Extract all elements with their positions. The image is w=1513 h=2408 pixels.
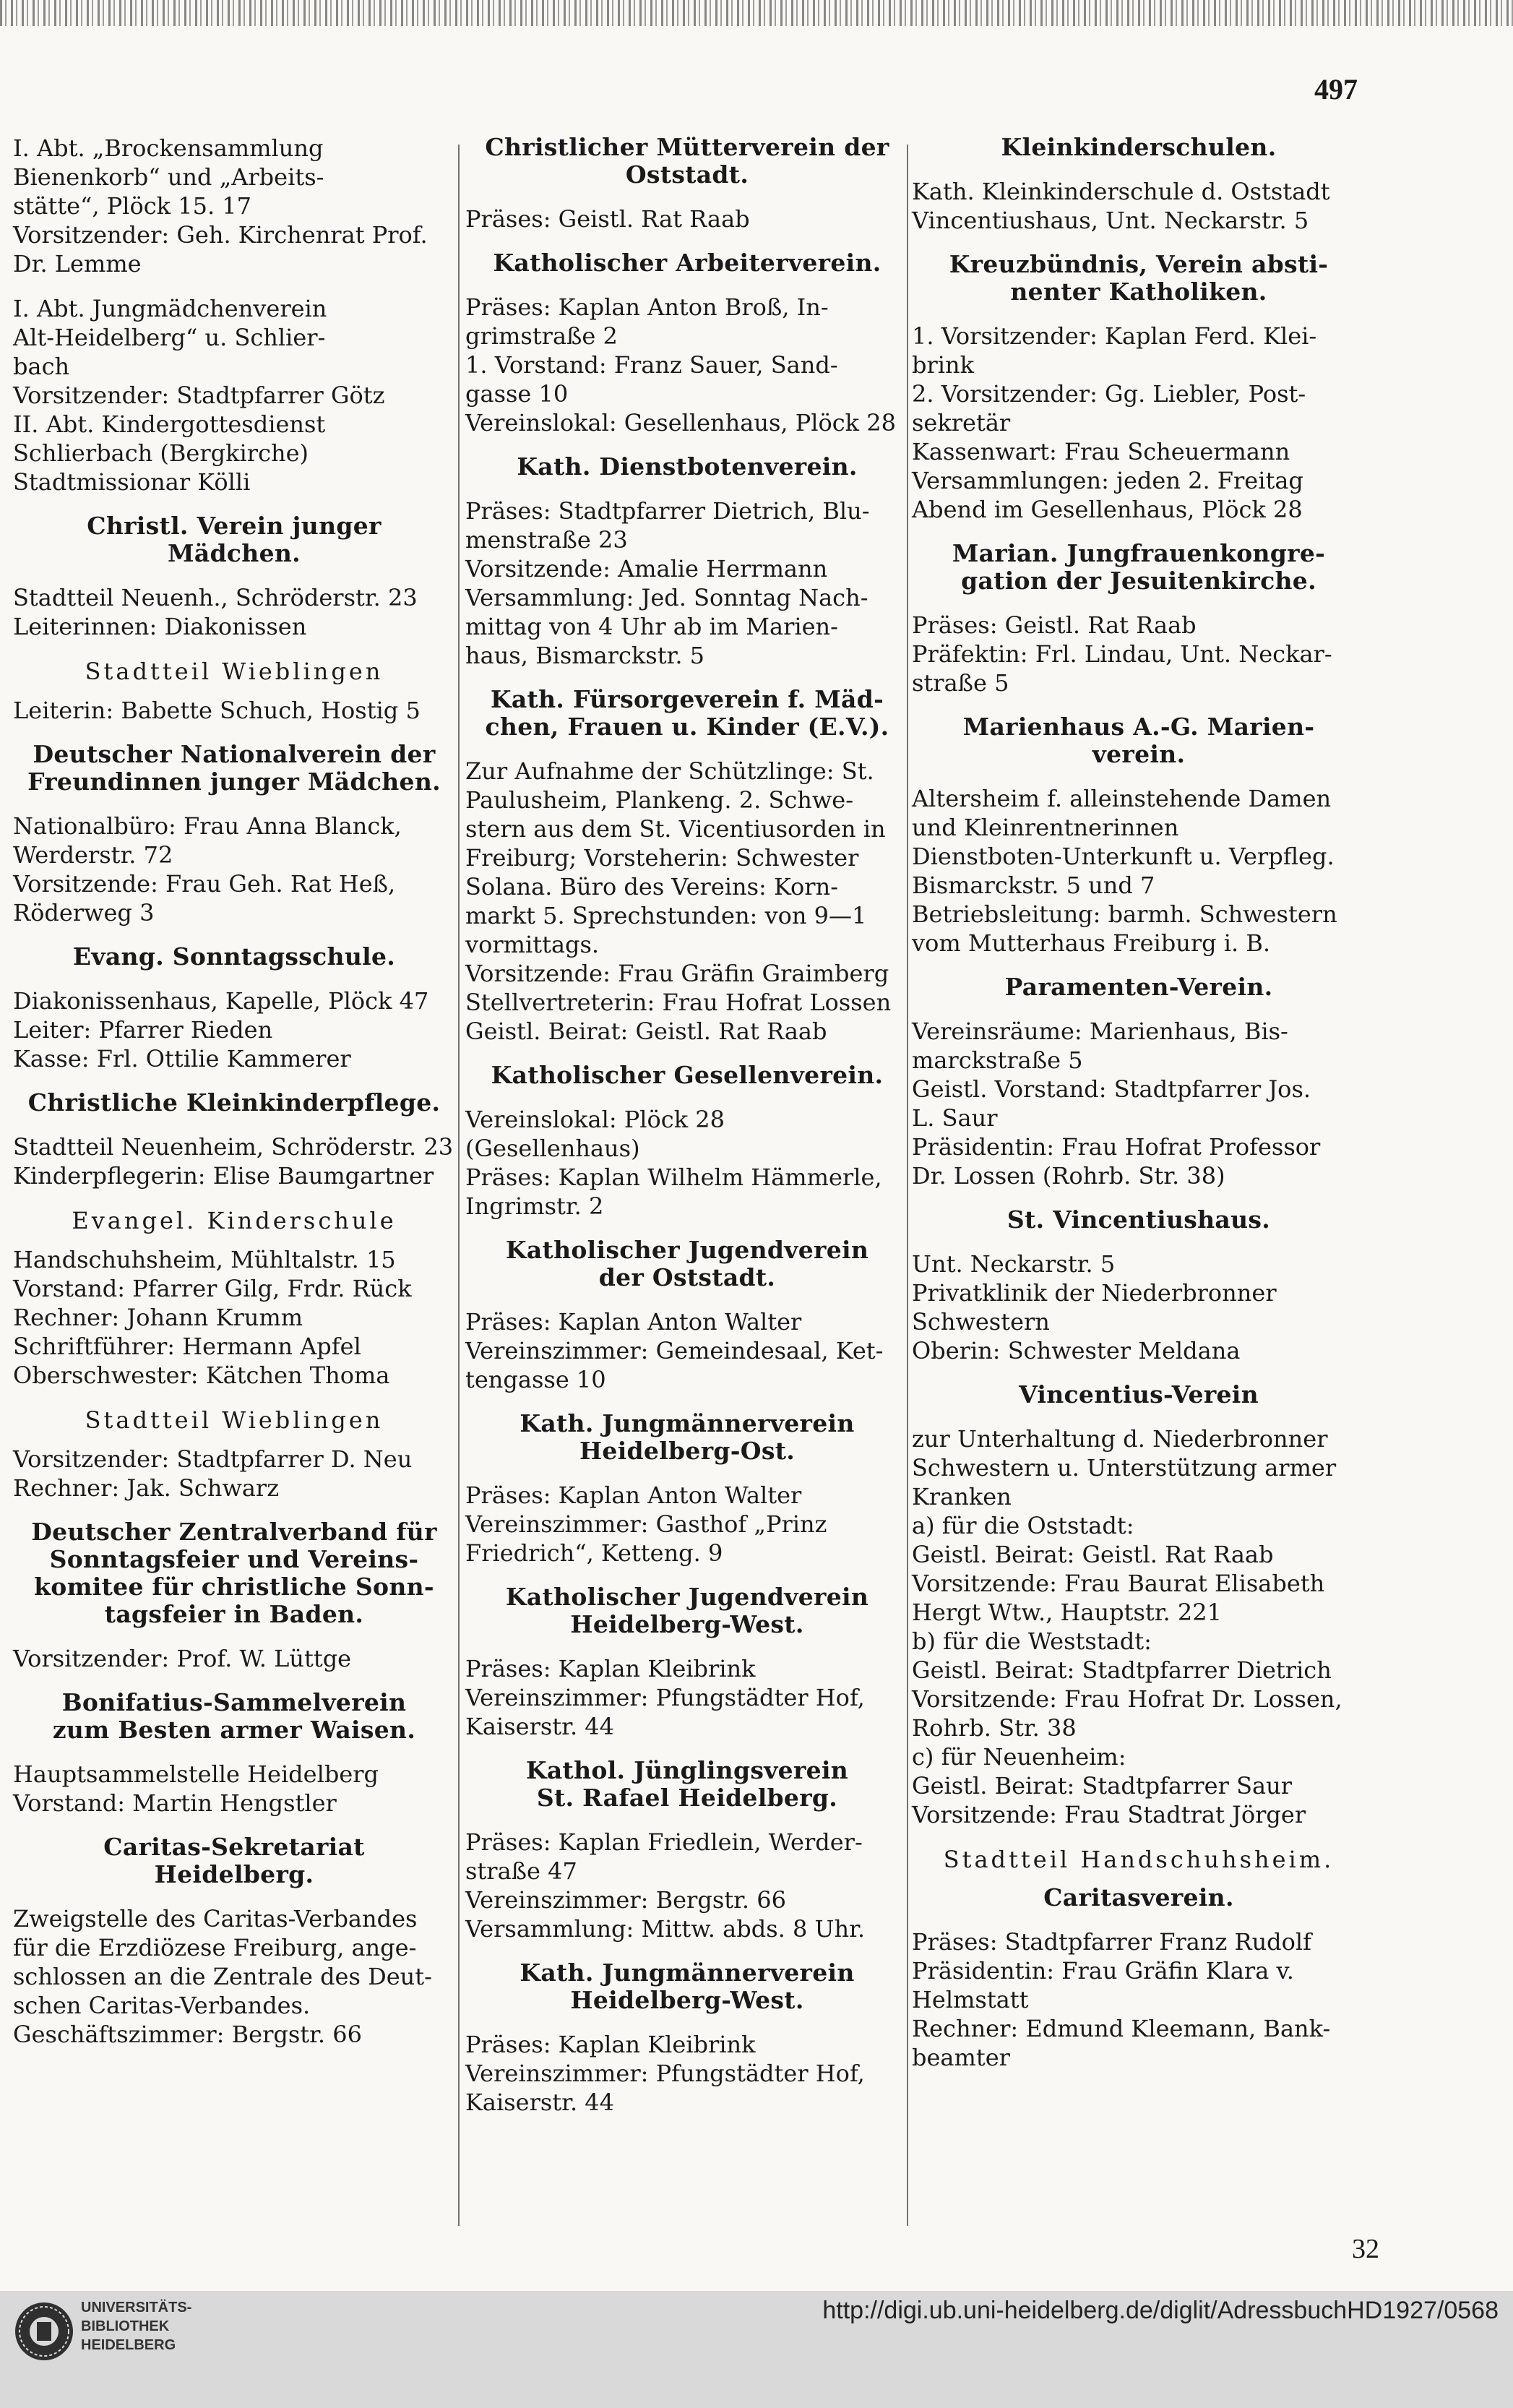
text-line: Präses: Geistl. Rat Raab xyxy=(912,611,1197,639)
text-line: Diakonissenhaus, Kapelle, Plöck 47 xyxy=(13,987,429,1015)
heading-line: Paramenten-Verein. xyxy=(1004,973,1273,1001)
library-name-line-2: BIBLIOTHEK xyxy=(81,2318,170,2334)
text-line: Präses: Kaplan Kleibrink xyxy=(465,2031,756,2058)
text-line: Kasse: Frl. Ottilie Kammerer xyxy=(13,1045,351,1072)
text-line: Geistl. Beirat: Geistl. Rat Raab xyxy=(912,1541,1274,1568)
heading-line: der Oststadt. xyxy=(598,1263,776,1291)
entry-heading-block xyxy=(13,512,455,567)
text-line: Versammlung: Jed. Sonntag Nach- xyxy=(465,584,868,611)
heading-line: Katholischer Jugendverein xyxy=(505,1236,869,1264)
entry-heading-block xyxy=(912,1206,1366,1234)
text-line: Kinderpflegerin: Elise Baumgartner xyxy=(13,1162,434,1190)
heading-line: Christl. Verein junger xyxy=(87,512,382,540)
text-line: Präses: Stadtpfarrer Franz Rudolf xyxy=(912,1928,1311,1956)
text-line: Geschäftszimmer: Bergstr. 66 xyxy=(13,2021,362,2048)
text-line: Friedrich“, Ketteng. 9 xyxy=(465,1539,723,1567)
text-line: Vorsitzende: Frau Hofrat Dr. Lossen, xyxy=(912,1685,1342,1713)
text-line: Versammlung: Mittw. abds. 8 Uhr. xyxy=(465,1915,866,1943)
scan-edge xyxy=(0,0,1513,26)
text-line: Schwestern xyxy=(912,1308,1050,1336)
text-line: Bismarckstr. 5 und 7 xyxy=(912,872,1155,899)
text-line: Präfektin: Frl. Lindau, Unt. Neckar- xyxy=(912,640,1332,668)
entry-heading-block xyxy=(13,741,455,796)
text-line: II. Abt. Kindergottesdienst xyxy=(13,410,326,438)
column-rule-1 xyxy=(458,145,460,2226)
text-line: Schwestern u. Unterstützung armer xyxy=(912,1454,1337,1482)
text-line: Präses: Kaplan Anton Broß, In- xyxy=(465,293,829,321)
entry-heading-block xyxy=(13,943,455,971)
heading-line: Katholischer Jugendverein xyxy=(505,1583,869,1611)
heading-line: tagsfeier in Baden. xyxy=(104,1600,364,1628)
entry-heading-block xyxy=(13,1089,455,1117)
text-line: Rohrb. Str. 38 xyxy=(912,1714,1077,1742)
text-line: (Gesellenhaus) xyxy=(465,1135,640,1162)
text-line: Vereinslokal: Plöck 28 xyxy=(465,1106,725,1133)
text-line: beamter xyxy=(912,2044,1010,2071)
text-line: Vincentiushaus, Unt. Neckarstr. 5 xyxy=(912,207,1309,234)
entry-text-block xyxy=(465,1481,909,1568)
text-line: Kassenwart: Frau Scheuermann xyxy=(912,438,1290,465)
heading-line: Oststadt. xyxy=(625,160,749,189)
text-line: straße 47 xyxy=(465,1857,577,1885)
text-line: Dienstboten-Unterkunft u. Verpfleg. xyxy=(912,843,1335,870)
text-line: brink xyxy=(912,351,975,379)
text-line: menstraße 23 xyxy=(465,526,628,554)
text-line: I. Abt. „Brockensammlung xyxy=(13,134,324,162)
heading-line: gation der Jesuitenkirche. xyxy=(961,567,1316,595)
heading-line: Kath. Fürsorgeverein f. Mäd- xyxy=(490,685,884,713)
text-line: c) für Neuenheim: xyxy=(912,1743,1126,1771)
text-line: grimstraße 2 xyxy=(465,322,618,350)
text-line: Freiburg; Vorsteherin: Schwester xyxy=(465,844,859,872)
text-line: stätte“, Plöck 15. 17 xyxy=(13,192,252,220)
text-line: gasse 10 xyxy=(465,380,569,408)
text-line: tengasse 10 xyxy=(465,1366,606,1393)
heading-line: Evang. Sonntagsschule. xyxy=(72,942,396,971)
entry-heading-block xyxy=(465,134,909,189)
text-line: Präses: Kaplan Kleibrink xyxy=(465,1655,756,1682)
library-name xyxy=(81,2298,191,2355)
entry-text-block xyxy=(465,496,909,670)
text-line: Vorsitzende: Frau Baurat Elisabeth xyxy=(912,1570,1325,1597)
entry-heading-block xyxy=(912,251,1366,306)
text-line: Leiterinnen: Diakonissen xyxy=(13,613,307,640)
text-line: Abend im Gesellenhaus, Plöck 28 xyxy=(912,496,1303,523)
source-url-link[interactable]: http://digi.ub.uni-heidelberg.de/diglit/AdressbuchHD1927/0568 xyxy=(822,2297,1499,2324)
entry-subheading-block xyxy=(13,1406,455,1435)
heading-line: Kath. Jungmännerverein xyxy=(520,1958,855,1987)
text-line: Vorsitzender: Stadtpfarrer Götz xyxy=(13,382,385,409)
text-line: Kath. Kleinkinderschule d. Oststadt xyxy=(912,178,1330,205)
text-line: Präses: Geistl. Rat Raab xyxy=(465,205,750,233)
text-line: für die Erzdiözese Freiburg, ange- xyxy=(13,1934,417,1961)
heading-line: Christlicher Mütterverein der xyxy=(485,133,889,161)
text-line: Oberin: Schwester Meldana xyxy=(912,1337,1241,1364)
text-line: Vereinsräume: Marienhaus, Bis- xyxy=(912,1018,1288,1045)
text-line: Röderweg 3 xyxy=(13,899,155,926)
heading-line: Caritas-Sekretariat xyxy=(103,1833,365,1861)
entry-text-block xyxy=(13,812,455,927)
text-line: Werderstr. 72 xyxy=(13,841,173,869)
text-line: I. Abt. Jungmädchenverein xyxy=(13,295,327,322)
subheading-line: Evangel. Kinderschule xyxy=(72,1207,397,1234)
entry-subheading-block xyxy=(13,1206,455,1235)
text-line: Vorsitzender: Geh. Kirchenrat Prof. xyxy=(13,221,428,249)
text-line: Vorstand: Martin Hengstler xyxy=(13,1789,337,1817)
text-line: vormittags. xyxy=(465,931,600,958)
heading-line: Bonifatius-Sammelverein xyxy=(61,1688,407,1716)
text-line: Präses: Kaplan Anton Walter xyxy=(465,1308,802,1336)
library-seal-icon xyxy=(13,2300,75,2362)
text-line: schlossen an die Zentrale des Deut- xyxy=(13,1963,432,1990)
entry-text-block xyxy=(465,2030,909,2117)
entry-heading-block xyxy=(465,1959,909,2014)
entry-text-block xyxy=(912,1927,1366,2072)
text-line: Vereinszimmer: Pfungstädter Hof, xyxy=(465,2060,865,2087)
text-line: Zweigstelle des Caritas-Verbandes xyxy=(13,1905,418,1932)
entry-subheading-block xyxy=(13,657,455,686)
entry-text-block xyxy=(13,583,455,641)
text-line: Ingrimstr. 2 xyxy=(465,1192,604,1220)
text-line: Altersheim f. alleinstehende Damen xyxy=(912,785,1332,812)
entry-text-block xyxy=(465,1828,909,1943)
entry-heading-block xyxy=(912,540,1366,595)
text-line: Vorsitzende: Frau Geh. Rat Heß, xyxy=(13,870,396,898)
heading-line: Deutscher Zentralverband für xyxy=(31,1518,437,1546)
entry-heading-block xyxy=(912,973,1366,1001)
entry-heading-block xyxy=(465,1757,909,1812)
text-line: Helmstatt xyxy=(912,1986,1029,2013)
entry-heading-block xyxy=(13,1833,455,1888)
entry-heading-block xyxy=(465,249,909,277)
heading-line: Kathol. Jünglingsverein xyxy=(525,1756,849,1784)
entry-text-block xyxy=(912,1250,1366,1365)
text-line: Stellvertreterin: Frau Hofrat Lossen xyxy=(465,989,892,1016)
text-line: Stadtteil Neuenh., Schröderstr. 23 xyxy=(13,584,418,611)
text-line: Stadtteil Neuenheim, Schröderstr. 23 xyxy=(13,1133,454,1161)
subheading-line: Stadtteil Wieblingen xyxy=(85,1406,384,1434)
entry-heading-block xyxy=(465,1062,909,1089)
text-line: Alt-Heidelberg“ u. Schlier- xyxy=(13,324,326,351)
text-line: 1. Vorsitzender: Kaplan Ferd. Klei- xyxy=(912,322,1317,350)
heading-line: Kath. Jungmännerverein xyxy=(520,1409,855,1437)
column-1 xyxy=(13,134,455,2065)
entry-text-block xyxy=(13,1245,455,1390)
heading-line: Sonntagsfeier und Vereins- xyxy=(49,1545,419,1573)
heading-line: Kath. Dienstbotenverein. xyxy=(517,452,858,481)
text-line: Paulusheim, Plankeng. 2. Schwe- xyxy=(465,786,854,814)
entry-text-block xyxy=(465,1307,909,1394)
text-line: Vereinslokal: Gesellenhaus, Plöck 28 xyxy=(465,409,896,437)
text-line: Vorsitzende: Frau Gräfin Graimberg xyxy=(465,960,889,987)
text-line: Kaiserstr. 44 xyxy=(465,2089,614,2116)
entry-text-block xyxy=(912,1424,1366,1829)
text-line: Präses: Kaplan Anton Walter xyxy=(465,1482,802,1509)
text-line: Dr. Lossen (Rohrb. Str. 38) xyxy=(912,1162,1225,1190)
heading-line: Vincentius-Verein xyxy=(1019,1380,1259,1409)
text-line: Präses: Kaplan Friedlein, Werder- xyxy=(465,1828,863,1856)
heading-line: Freundinnen junger Mädchen. xyxy=(27,767,441,796)
library-name-line-3: HEIDELBERG xyxy=(81,2337,176,2353)
heading-line: Katholischer Arbeiterverein. xyxy=(493,249,881,277)
text-line: Präses: Kaplan Wilhelm Hämmerle, xyxy=(465,1164,882,1191)
text-line: Vereinszimmer: Bergstr. 66 xyxy=(465,1886,786,1914)
library-name-line-1: UNIVERSITÄTS- xyxy=(81,2300,192,2315)
text-line: Vorsitzende: Amalie Herrmann xyxy=(465,555,828,582)
entry-text-block xyxy=(13,1904,455,2049)
text-line: Kaiserstr. 44 xyxy=(465,1713,614,1740)
text-line: Betriebsleitung: barmh. Schwestern xyxy=(912,900,1337,928)
text-line: Vorsitzender: Prof. W. Lüttge xyxy=(13,1645,352,1672)
text-line: markt 5. Sprechstunden: von 9—1 xyxy=(465,902,867,929)
text-line: Rechner: Johann Krumm xyxy=(13,1304,303,1331)
column-2 xyxy=(465,134,909,2133)
text-line: straße 5 xyxy=(912,669,1009,697)
text-line: bach xyxy=(13,353,70,380)
entry-text-block xyxy=(912,322,1366,524)
text-line: Geistl. Vorstand: Stadtpfarrer Jos. xyxy=(912,1075,1311,1103)
entry-text-block xyxy=(13,696,455,725)
text-line: Geistl. Beirat: Stadtpfarrer Dietrich xyxy=(912,1656,1332,1684)
text-line: Präses: Stadtpfarrer Dietrich, Blu- xyxy=(465,497,870,525)
text-line: Nationalbüro: Frau Anna Blanck, xyxy=(13,812,402,840)
text-line: Vereinszimmer: Gemeindesaal, Ket- xyxy=(465,1337,884,1364)
text-line: Rechner: Jak. Schwarz xyxy=(13,1474,280,1502)
page-number: 497 xyxy=(1314,73,1358,106)
text-line: Zur Aufnahme der Schützlinge: St. xyxy=(465,757,874,785)
entry-text-block xyxy=(465,757,909,1046)
entry-text-block xyxy=(912,1017,1366,1190)
heading-line: Mädchen. xyxy=(168,539,301,567)
text-line: Vereinszimmer: Gasthof „Prinz xyxy=(465,1510,827,1538)
heading-line: zum Besten armer Waisen. xyxy=(52,1716,416,1744)
text-line: Geistl. Beirat: Geistl. Rat Raab xyxy=(465,1018,827,1045)
heading-line: Christliche Kleinkinderpflege. xyxy=(27,1088,441,1117)
entry-text-block xyxy=(465,205,909,233)
entry-heading-block xyxy=(912,1884,1366,1912)
heading-line: St. Vincentiushaus. xyxy=(1006,1205,1271,1234)
entry-heading-block xyxy=(465,1410,909,1465)
text-line: Handschuhsheim, Mühltalstr. 15 xyxy=(13,1246,396,1273)
entry-text-block xyxy=(13,986,455,1073)
text-line: stern aus dem St. Vicentiusorden in xyxy=(465,815,886,843)
text-line: Schlierbach (Bergkirche) xyxy=(13,439,309,467)
text-line: Schriftführer: Hermann Apfel xyxy=(13,1333,361,1360)
entry-text-block xyxy=(912,784,1366,958)
text-line: 2. Vorsitzender: Gg. Liebler, Post- xyxy=(912,380,1306,408)
text-line: vom Mutterhaus Freiburg i. B. xyxy=(912,929,1271,957)
entry-heading-block xyxy=(465,1583,909,1638)
text-line: mittag von 4 Uhr ab im Marien- xyxy=(465,613,838,640)
entry-heading-block xyxy=(465,453,909,481)
heading-line: Kreuzbündnis, Verein absti- xyxy=(949,250,1329,278)
text-line: Stadtmissionar Kölli xyxy=(13,468,251,496)
text-line: b) für die Weststadt: xyxy=(912,1627,1152,1655)
text-line: schen Caritas-Verbandes. xyxy=(13,1992,311,2019)
heading-line: komitee für christliche Sonn- xyxy=(34,1573,434,1601)
entry-heading-block xyxy=(13,1689,455,1744)
entry-text-block xyxy=(13,134,455,278)
entry-text-block xyxy=(465,1105,909,1221)
heading-line: Caritasverein. xyxy=(1043,1883,1234,1912)
text-line: Präsidentin: Frau Hofrat Professor xyxy=(912,1133,1321,1161)
text-line: Präsidentin: Frau Gräfin Klara v. xyxy=(912,1957,1294,1985)
entry-heading-block xyxy=(465,1237,909,1291)
heading-line: St. Rafael Heidelberg. xyxy=(536,1784,838,1812)
text-line: Vorsitzender: Stadtpfarrer D. Neu xyxy=(13,1445,413,1473)
entry-text-block xyxy=(912,177,1366,235)
heading-line: Heidelberg-West. xyxy=(570,1610,804,1638)
text-line: und Kleinrentnerinnen xyxy=(912,814,1179,841)
text-line: Dr. Lemme xyxy=(13,250,142,278)
entry-text-block xyxy=(13,294,455,496)
text-line: sekretär xyxy=(912,409,1011,437)
heading-line: nenter Katholiken. xyxy=(1010,278,1267,306)
entry-text-block xyxy=(13,1445,455,1502)
entry-subheading-block xyxy=(912,1845,1366,1874)
subheading-line: Stadtteil Wieblingen xyxy=(85,658,384,685)
entry-heading-block xyxy=(13,1518,455,1628)
text-line: Privatklinik der Niederbronner xyxy=(912,1279,1277,1307)
text-line: Rechner: Edmund Kleemann, Bank- xyxy=(912,2015,1331,2042)
text-line: 1. Vorstand: Franz Sauer, Sand- xyxy=(465,351,838,379)
text-line: L. Saur xyxy=(912,1104,998,1132)
column-3 xyxy=(912,134,1366,2088)
text-line: Bienenkorb“ und „Arbeits- xyxy=(13,163,324,191)
entry-text-block xyxy=(13,1132,455,1190)
text-line: Unt. Neckarstr. 5 xyxy=(912,1250,1116,1278)
text-line: zur Unterhaltung d. Niederbronner xyxy=(912,1425,1328,1453)
heading-line: Heidelberg-Ost. xyxy=(579,1437,796,1465)
text-line: haus, Bismarckstr. 5 xyxy=(465,642,705,669)
subheading-line: Stadtteil Handschuhsheim. xyxy=(943,1846,1335,1873)
text-line: a) für die Oststadt: xyxy=(912,1512,1134,1539)
text-line: Leiter: Pfarrer Rieden xyxy=(13,1016,273,1044)
text-line: Vorsitzende: Frau Stadtrat Jörger xyxy=(912,1801,1306,1828)
text-line: Vereinszimmer: Pfungstädter Hof, xyxy=(465,1684,865,1711)
text-line: Versammlungen: jeden 2. Freitag xyxy=(912,467,1303,494)
entry-text-block xyxy=(13,1760,455,1818)
text-line: Vorstand: Pfarrer Gilg, Frdr. Rück xyxy=(13,1275,412,1302)
text-line: Solana. Büro des Vereins: Korn- xyxy=(465,873,838,900)
heading-line: Marienhaus A.-G. Marien- xyxy=(962,713,1315,741)
entry-text-block xyxy=(465,293,909,437)
text-line: Kranken xyxy=(912,1483,1012,1510)
heading-line: Marian. Jungfrauenkongre- xyxy=(952,539,1326,567)
heading-line: Heidelberg-West. xyxy=(570,1986,804,2014)
text-line: marckstraße 5 xyxy=(912,1046,1083,1074)
heading-line: chen, Frauen u. Kinder (E.V.). xyxy=(485,713,889,741)
text-line: Hergt Wtw., Hauptstr. 221 xyxy=(912,1599,1222,1626)
entry-text-block xyxy=(465,1654,909,1741)
text-line: Hauptsammelstelle Heidelberg xyxy=(13,1760,379,1788)
text-line: Leiterin: Babette Schuch, Hostig 5 xyxy=(13,697,421,724)
entry-text-block xyxy=(912,611,1366,697)
text-line: Oberschwester: Kätchen Thoma xyxy=(13,1362,390,1389)
heading-line: Deutscher Nationalverein der xyxy=(33,740,436,768)
entry-heading-block xyxy=(465,686,909,741)
heading-line: verein. xyxy=(1092,740,1186,768)
entry-heading-block xyxy=(912,134,1366,161)
footer-page-number: 32 xyxy=(1352,2234,1379,2264)
heading-line: Heidelberg. xyxy=(154,1860,314,1888)
entry-text-block xyxy=(13,1644,455,1673)
text-line: Geistl. Beirat: Stadtpfarrer Saur xyxy=(912,1772,1292,1799)
heading-line: Kleinkinderschulen. xyxy=(1001,133,1277,161)
entry-heading-block xyxy=(912,1381,1366,1409)
heading-line: Katholischer Gesellenverein. xyxy=(491,1061,884,1089)
entry-heading-block xyxy=(912,713,1366,768)
